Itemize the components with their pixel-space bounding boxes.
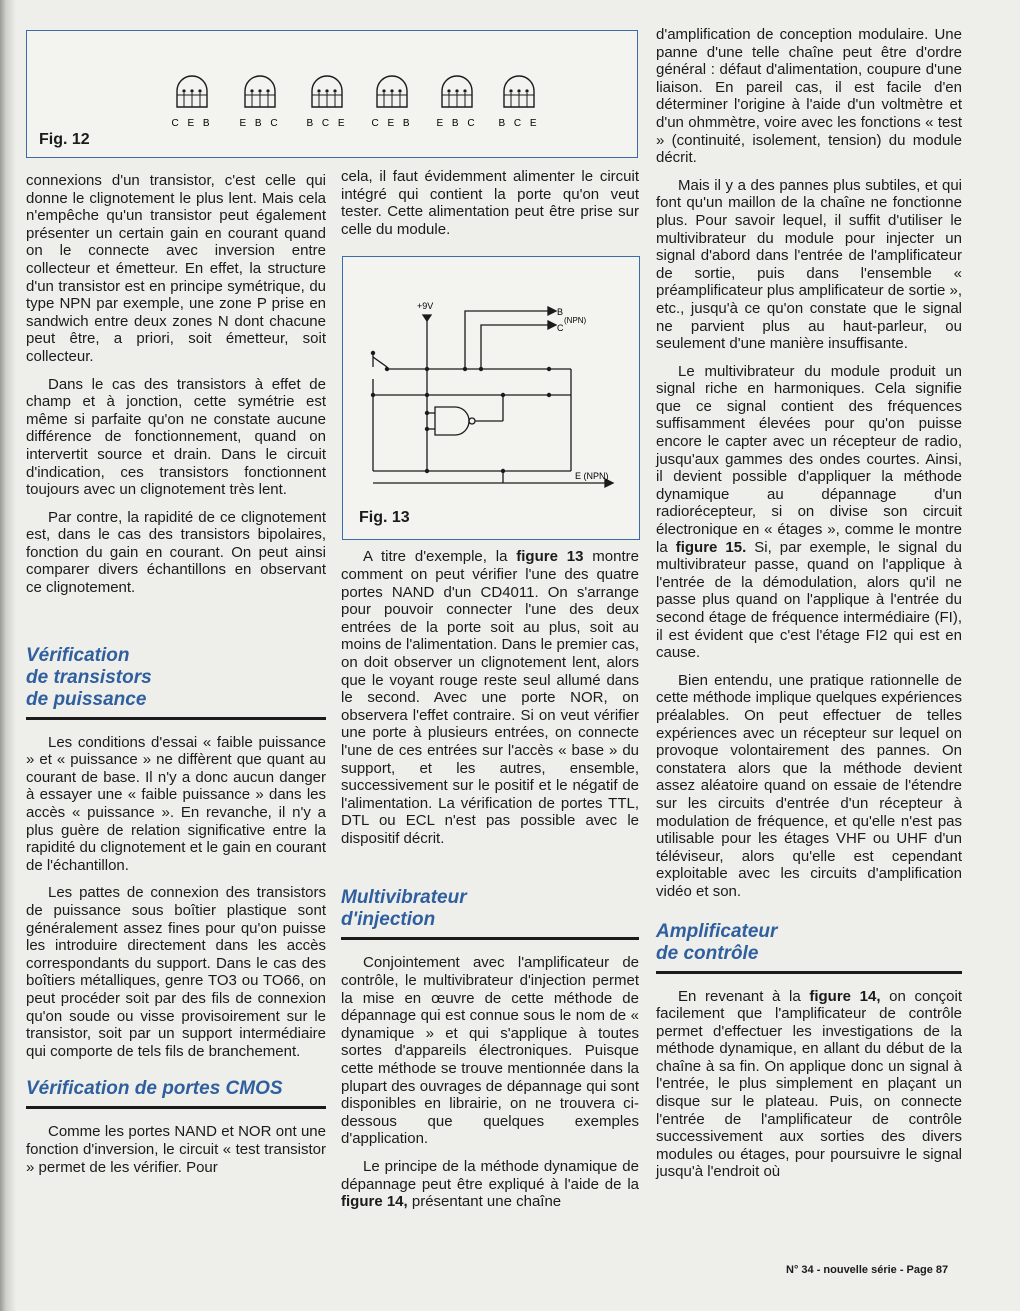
column-1 — [26, 172, 326, 1186]
pinout-label: C E B — [371, 118, 413, 129]
transistor-pinout — [239, 76, 280, 129]
heading-line: de contrôle — [656, 942, 759, 964]
paragraph — [341, 548, 639, 847]
text-run: Si, par exemple, le signal du multivibrateur passe, quand on l'applique à l'entrée de la démodulation, alors qu'il ne passe plus quand on l'applique à l'entrée du second étage de fréquence intermédiaire (FI), il est évident que c'est l'étage FI2 qui est en cause. — [656, 538, 962, 662]
transistor-pinout-diagram — [27, 31, 637, 157]
figure-ref: figure 13 — [516, 548, 584, 566]
text-run: En revenant à la — [678, 987, 810, 1005]
section-heading — [26, 645, 326, 711]
transistor-pinout — [371, 76, 412, 129]
figure-13-label: Fig. 13 — [359, 509, 410, 526]
heading-line: de transistors — [26, 666, 152, 688]
paragraph: connexions d'un transistor, c'est celle qui donne le clignotement le plus lent. Mais cela n'empêche qu'un transistor peut également présenter un certain gain en courant quand on le connecte avec inversion entre collecteur et émetteur. En effet, la structure d'un transistor est en principe symétrique, du type NPN par exemple, une zone P prise en sandwich entre deux zones N dont chacune peut être, a priori, soit émetteur, soit collecteur. — [26, 172, 326, 365]
paragraph: Dans le cas des transistors à effet de champ et à jonction, cette symétrie est même si parfaite qu'on ne constate aucune différence de fonctionnement, quand on intervertit source et drain. Dans le circuit d'indication, ces transistors fonctionnent toujours avec un clignotement très lent. — [26, 375, 326, 499]
heading-line: de puissance — [26, 688, 147, 710]
paragraph: Bien entendu, une pratique rationnelle de cette méthode implique quelques expériences préalables. On peut effectuer de telles expériences avec un récepteur sur lequel on provoque volontairement des pannes. On constatera alors que la méthode devient assez aléatoire quand on essaie de l'étendre sur les circuits d'entrée d'un récepteur à modulation de fréquence, et qu'elle n'est pas utilisable pour les étages VHF ou UHF d'un téléviseur, alors qu'elle est cependant exploitable avec les circuits d'amplification vidéo et son. — [656, 671, 962, 900]
pinout-label: C E B — [171, 118, 213, 129]
heading-line: Amplificateur — [656, 920, 778, 942]
section-heading — [341, 887, 639, 931]
heading-line: Multivibrateur — [341, 887, 467, 909]
figure-ref: figure 14, — [341, 1193, 408, 1211]
paragraph: Les conditions d'essai « faible puissance » et « puissance » ne diffèrent que quant au courant de base. Il n'y a donc aucun danger à essayer une « faible puissance » dans les accès « puissance ». En revanche, il n'y a plus guère de relation significative entre la rapidité du clignotement et le gain en courant de l'échantillon. — [26, 733, 326, 874]
section-heading — [656, 921, 962, 965]
paragraph: Les pattes de connexion des transistors de puissance sous boîtier plastique sont généralement assez fines pour qu'on puisse les introduire directement dans les accès correspondants du support. Dans le cas des boîtiers métalliques, genre TO3 ou TO66, on peut procéder soit par des fils de connexion qu'on soude ou visse provisoirement sur le transistor, soit par un support intermédiaire qui comporte de tels fils de branchement. — [26, 884, 326, 1060]
paragraph — [341, 1158, 639, 1211]
transistor-pinout — [171, 76, 212, 129]
pin-e-label: E (NPN) — [575, 471, 609, 481]
transistor-pinout — [306, 76, 347, 129]
figure-12 — [26, 30, 638, 158]
paragraph — [656, 988, 962, 1182]
text-run: Le multivibrateur du module produit un signal riche en harmoniques. Cela signifie que ce signal contient des fréquences suffisamment élevées pour qu'on puisse encore le capter avec un récepteur de radio, jusqu'aux gammes des ondes courtes. Ainsi, il devient possible d'appliquer la méthode dynamique au dépannage d'un radiorécepteur, si on divise son circuit électronique en « étages », comme le montre la — [656, 362, 962, 556]
transistor-pinout — [498, 76, 539, 129]
paragraph: d'amplification de conception modulaire. Une panne d'une telle chaîne peut être d'ordre général : défaut d'alimentation, coupure d'une liaison. En pareil cas, il est facile d'en déterminer l'origine à l'aide d'un voltmètre et d'un ohmmètre, voire avec les fonctions « test » (continuité, isolement, tension) du module décrit. — [656, 26, 962, 167]
paragraph — [656, 363, 962, 662]
transistor-pinout — [436, 76, 477, 129]
section-heading: Vérification de portes CMOS — [26, 1078, 283, 1100]
column-2 — [341, 168, 639, 1221]
supply-label: +9V — [417, 301, 434, 311]
divider — [656, 971, 962, 974]
heading-line: Vérification — [26, 644, 130, 666]
divider — [341, 937, 639, 940]
paragraph: Mais il y a des pannes plus subtiles, et qui font qu'un maillon de la chaîne ne fonctionne plus. Pour savoir lequel, il suffit d'utiliser le multivibrateur du module pour injecter un signal d'abord dans l'entrée de l'amplificateur de sortie, puis dans l'ensemble « préamplificateur plus amplificateur de sortie », etc., jusqu'à ce qu'on constate que le signal ne parvient plus au haut-parleur, ou seulement d'une manière insuffisante. — [656, 176, 962, 353]
divider — [26, 717, 326, 720]
pin-b-label: B — [557, 307, 564, 317]
page-footer: N° 34 - nouvelle série - Page 87 — [786, 1264, 949, 1276]
pinout-label: E B C — [436, 118, 478, 129]
divider — [26, 1106, 326, 1109]
text-run: Le principe de la méthode dynamique de dépannage peut être expliqué à l'aide de la — [341, 1158, 639, 1193]
pin-b-type: (NPN) — [564, 316, 587, 325]
paragraph: Comme les portes NAND et NOR ont une fonction d'inversion, le circuit « test transistor » permet de les vérifier. Pour — [26, 1123, 326, 1176]
heading-line: d'injection — [341, 909, 436, 931]
figure-ref: figure 15. — [675, 538, 747, 556]
paragraph: Conjointement avec l'amplificateur de contrôle, le multivibrateur d'injection permet la mise en œuvre de cette méthode de dépannage qui est connue sous le nom de « dynamique » et qui s'applique à toutes sortes d'appareils électroniques. Puisque cette méthode se trouve mentionnée dans la plupart des ouvrages de dépannage qui sont disponibles en librairie, on ne trouvera ci-dessous que quelques exemples d'application. — [341, 954, 639, 1148]
pinout-label: E B C — [239, 118, 281, 129]
pinout-label: B C E — [498, 118, 540, 129]
text-run: on conçoit facilement que l'amplificateur de contrôle permet d'effectuer les investigations de la méthode dynamique, en allant du début de la chaîne à sa fin. On applique donc un signal à l'entrée, le plus simplement en plaçant un disque sur le plateau. Puis, on connecte l'entrée de l'amplificateur de contrôle successivement aux sorties des divers modules ou étages, pour poursuivre le signal jusqu'à l'endroit où — [656, 987, 963, 1181]
text-run: A titre d'exemple, la — [363, 548, 517, 566]
paragraph: cela, il faut évidemment alimenter le circuit intégré qui contient la porte qu'on veut tester. Cette alimentation peut être prise sur celle du module. — [341, 168, 639, 238]
pinout-label: B C E — [306, 118, 348, 129]
column-3 — [656, 26, 962, 1191]
figure-12-label: Fig. 12 — [39, 131, 90, 148]
text-run: montre comment on peut vérifier l'une des quatre portes NAND d'un CD4011. On s'arrange pour pouvoir connecter l'une des deux entrées de la porte soit au plus, soit au moins de l'alimentation. Dans le premier cas, on doit observer un clignotement lent, alors que le voyant rouge reste seul allumé dans le second. Avec une porte NOR, on observera l'effet contraire. Si on veut vérifier une porte à plusieurs entrées, on connecte l'une de ces entrées sur l'accès « base » du support, et les autres, ensemble, successivement sur le positif et le négatif de l'alimentation. La vérification de portes TTL, DTL ou ECL n'est pas possible avec le dispositif décrit. — [341, 548, 639, 847]
figure-ref: figure 14, — [809, 987, 881, 1005]
text-run: présentant une chaîne — [407, 1193, 562, 1211]
pin-c-label: C — [557, 323, 564, 333]
paragraph: Par contre, la rapidité de ce clignotement est, dans le cas des transistors bipolaires, fonction du gain en courant. On peut ainsi comparer divers échantillons en observant ce clignotement. — [26, 508, 326, 597]
